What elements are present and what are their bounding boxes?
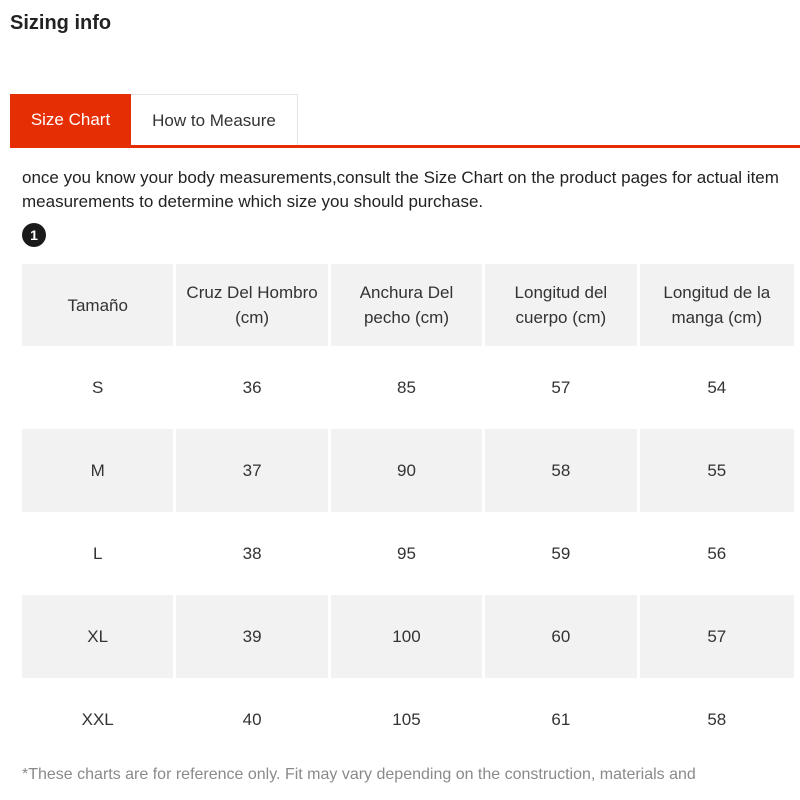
cell-shoulder: 37: [176, 429, 330, 512]
cell-sleeve-length: 57: [640, 595, 794, 678]
cell-chest: 90: [331, 429, 485, 512]
tab-size-chart[interactable]: Size Chart: [10, 94, 131, 145]
cell-body-length: 60: [485, 595, 639, 678]
cell-body-length: 57: [485, 346, 639, 429]
reference-footnote: *These charts are for reference only. Fit may vary depending on the construction, materials and: [22, 766, 696, 783]
cell-sleeve-length: 55: [640, 429, 794, 512]
cell-shoulder: 40: [176, 678, 330, 761]
cell-sleeve-length: 56: [640, 512, 794, 595]
cell-chest: 85: [331, 346, 485, 429]
cell-size: M: [22, 429, 176, 512]
cell-sleeve-length: 54: [640, 346, 794, 429]
cell-body-length: 61: [485, 678, 639, 761]
cell-chest: 95: [331, 512, 485, 595]
cell-size: L: [22, 512, 176, 595]
intro-text: once you know your body measurements,consult the Size Chart on the product pages for actual item measurements to determine which size you should purchase.: [22, 168, 779, 211]
table-row: [22, 678, 794, 761]
table-row: [22, 429, 794, 512]
column-header-chest: Anchura Del pecho (cm): [331, 264, 485, 346]
cell-chest: 105: [331, 678, 485, 761]
column-header-sleeve-length: Longitud de la manga (cm): [640, 264, 794, 346]
cell-shoulder: 36: [176, 346, 330, 429]
table-header-row: [22, 264, 794, 346]
cell-size: XXL: [22, 678, 176, 761]
tab-underline: [10, 145, 800, 148]
tab-how-to-measure[interactable]: How to Measure: [131, 94, 298, 145]
cell-sleeve-length: 58: [640, 678, 794, 761]
column-header-size: Tamaño: [22, 264, 176, 346]
step-number-badge: 1: [22, 223, 46, 247]
cell-body-length: 58: [485, 429, 639, 512]
page-title: Sizing info: [10, 12, 112, 34]
table-row: [22, 595, 794, 678]
cell-shoulder: 38: [176, 512, 330, 595]
table-row: [22, 346, 794, 429]
size-chart-table: [22, 264, 794, 761]
cell-size: XL: [22, 595, 176, 678]
cell-chest: 100: [331, 595, 485, 678]
tab-bar: [10, 94, 800, 148]
column-header-body-length: Longitud del cuerpo (cm): [485, 264, 639, 346]
cell-size: S: [22, 346, 176, 429]
column-header-shoulder: Cruz Del Hombro (cm): [176, 264, 330, 346]
cell-shoulder: 39: [176, 595, 330, 678]
table-row: [22, 512, 794, 595]
cell-body-length: 59: [485, 512, 639, 595]
